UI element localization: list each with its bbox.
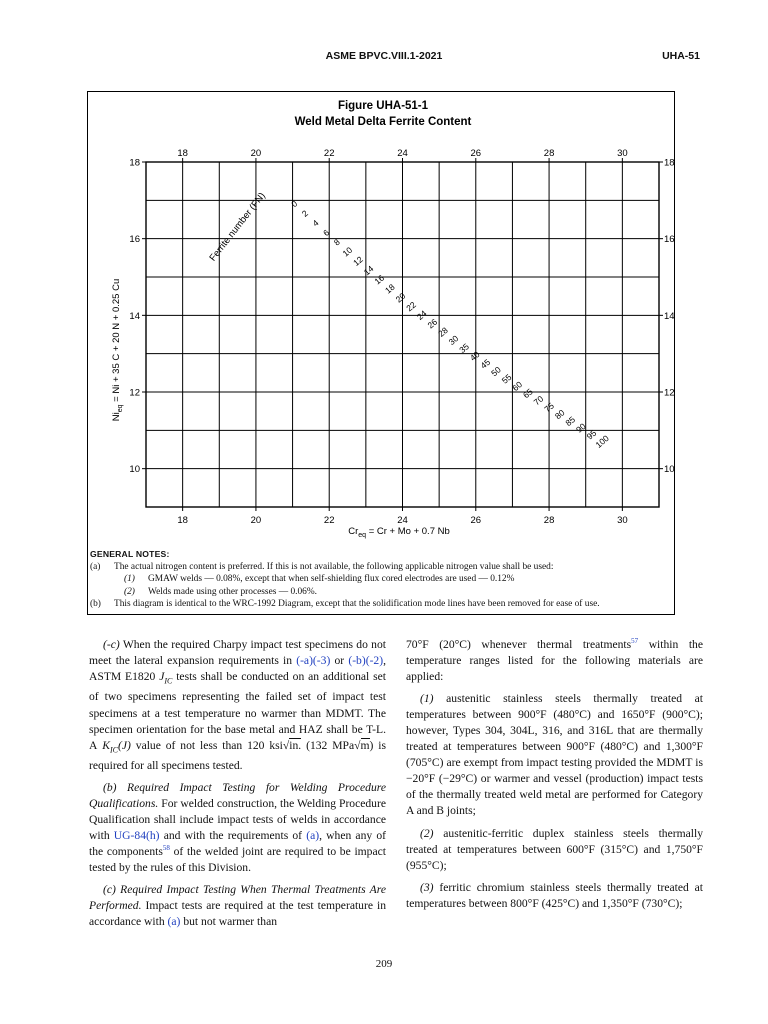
iso-label: 50 bbox=[489, 364, 503, 379]
link-a3[interactable]: (-a)(-3) bbox=[296, 654, 331, 668]
figure-box bbox=[87, 91, 675, 615]
y-tick-label-right: 12 bbox=[664, 387, 675, 399]
x-axis-label: $Cr_{eq} = Cr + Mo + 0.7$ Nb bbox=[348, 526, 450, 539]
footnote-58[interactable]: 58 bbox=[162, 844, 170, 853]
iso-label: 24 bbox=[414, 308, 429, 322]
x-tick-label-bottom: 22 bbox=[323, 515, 335, 526]
iso-label: 12 bbox=[351, 254, 365, 268]
iso-label: 70 bbox=[531, 393, 546, 408]
figure-title: Weld Metal Delta Ferrite Content bbox=[294, 116, 472, 128]
item-1: (1) austenitic stainless steels thermally treated at temperatures between 900°F (480°C) and 1650°F (900°C); however, Types 304, 304L, 316, and 316L that are thermally treated at temperatures between 900°F (480°C) and 1,300°F (705°C) are exempt from impact testing provided the MDMT is −20°F (−29°C) or warmer and vessel (production) impact tests of the thermally treated weld metal are performed for Category A and B joints; bbox=[406, 692, 703, 818]
iso-label: 28 bbox=[436, 325, 450, 339]
y-tick-label-left: 16 bbox=[129, 234, 140, 246]
iso-label: 18 bbox=[382, 281, 397, 296]
link-ug84h[interactable]: UG-84(h) bbox=[113, 829, 160, 843]
iso-label: 45 bbox=[478, 356, 493, 371]
x-tick-label-top: 26 bbox=[470, 148, 482, 159]
iso-label: 35 bbox=[457, 341, 471, 356]
iso-label: 20 bbox=[393, 290, 408, 305]
iso-label: 10 bbox=[340, 244, 355, 259]
x-tick-label-top: 22 bbox=[323, 148, 335, 159]
note-b: (b) This diagram is identical to the WRC-1992 Diagram, except that the solidification mode lines have been removed for ease of use. bbox=[90, 599, 600, 610]
iso-label: 22 bbox=[404, 299, 418, 314]
x-tick-label-bottom: 26 bbox=[470, 515, 482, 526]
iso-label: 16 bbox=[372, 272, 387, 287]
page-number: 209 bbox=[375, 958, 393, 970]
figure-number: Figure UHA-51-1 bbox=[337, 100, 429, 112]
iso-label: 30 bbox=[446, 333, 461, 347]
x-tick-label-bottom: 18 bbox=[177, 515, 188, 526]
section-id: UHA-51 bbox=[662, 50, 700, 62]
x-tick-label-bottom: 30 bbox=[617, 515, 628, 526]
y-tick-label-left: 18 bbox=[129, 157, 140, 169]
y-tick-label-left: 12 bbox=[129, 387, 140, 399]
iso-label: 6 bbox=[321, 227, 332, 239]
y-tick-label-right: 10 bbox=[664, 464, 675, 476]
iso-label: 8 bbox=[331, 236, 342, 248]
y-tick-label-left: 14 bbox=[129, 310, 140, 322]
y-tick-label-right: 16 bbox=[664, 234, 675, 246]
x-tick-label-top: 30 bbox=[617, 148, 628, 159]
iso-label: 60 bbox=[510, 379, 525, 393]
running-header: ASME BPVC.VIII.1-2021 bbox=[325, 50, 443, 62]
x-tick-label-top: 20 bbox=[250, 148, 262, 159]
iso-label: 65 bbox=[520, 386, 535, 401]
link-b2[interactable]: (-b)(-2) bbox=[348, 654, 384, 668]
paragraph-continued: 70°F (20°C) whenever thermal treatments$^{57}$ within the temperature ranges listed for the following materials are applied: bbox=[406, 637, 703, 684]
iso-ferrite-labels bbox=[289, 198, 611, 450]
y-tick-label-left: 10 bbox=[129, 464, 140, 476]
iso-label: 26 bbox=[425, 316, 440, 331]
right-column bbox=[406, 637, 703, 918]
iso-label: 4 bbox=[310, 217, 321, 229]
x-tick-label-top: 18 bbox=[177, 148, 188, 159]
chart-grid bbox=[146, 162, 659, 507]
note-a1: (1) GMAW welds — 0.08%, except that when self-shielding flux cored electrodes are used — 0.12% bbox=[124, 574, 515, 585]
notes-heading: GENERAL NOTES: bbox=[90, 549, 170, 559]
iso-label: 40 bbox=[467, 349, 482, 363]
item-2: (2) austenitic-ferritic duplex stainless steels thermally treated at temperatures between 600°F (315°C) and 1,750°F (955°C); bbox=[406, 826, 703, 872]
y-axis-label: $Ni_{eq} = Ni + 35$ C + 20 N + 0.25 Cu bbox=[111, 278, 124, 422]
iso-label: 2 bbox=[299, 208, 310, 219]
footnote-57[interactable]: 57 bbox=[631, 637, 639, 645]
paragraph-c: (-c) When the required Charpy impact test specimens do not meet the lateral expansion requirements in (-a)(-3) or (-b)(-2), ASTM E1820 $J_{IC}$ tests shall be conducted on an additional set of two specimens representing the failed set of impact test specimens at a test temperature no warmer than MDMT. The specimen orientation for the base metal and HAZ shall be T-L. A $K_{IC}(J)$ value of not less than 120 ksi√in. (132 MPa√m) is required for all specimens tested. bbox=[89, 638, 387, 772]
x-tick-label-top: 24 bbox=[397, 148, 408, 159]
note-a2: (2) Welds made using other processes — 0.06%. bbox=[124, 586, 318, 597]
item-3: (3) ferritic chromium stainless steels thermally treated at temperatures between 800°F (425°C) and 1,350°F (730°C); bbox=[406, 880, 703, 910]
x-tick-label-top: 28 bbox=[543, 148, 555, 159]
iso-label: 80 bbox=[552, 407, 567, 422]
y-tick-label-right: 18 bbox=[664, 157, 675, 169]
y-tick-label-right: 14 bbox=[664, 310, 675, 322]
fn-series-label: Ferrite number (FN) bbox=[207, 190, 268, 264]
general-notes bbox=[90, 548, 680, 611]
iso-label: 85 bbox=[563, 414, 578, 429]
iso-label: 90 bbox=[574, 421, 588, 435]
ferrite-diagram bbox=[88, 92, 673, 614]
note-a: (a) The actual nitrogen content is preferred. If this is not available, the following applicable nitrogen value shall be used: bbox=[90, 561, 554, 572]
iso-label: 0 bbox=[289, 198, 300, 210]
iso-label: 14 bbox=[361, 263, 376, 278]
x-tick-label-bottom: 20 bbox=[250, 515, 262, 526]
iso-label: 55 bbox=[499, 371, 514, 386]
paragraph-c-thermal: (c) Required Impact Testing When Thermal Treatments Are Performed. Impact tests are required at the test temperature in accordance with (a) but not warmer than bbox=[89, 883, 386, 929]
x-tick-label-bottom: 28 bbox=[543, 515, 555, 526]
iso-label: 75 bbox=[542, 400, 556, 415]
link-a[interactable]: (a) bbox=[306, 829, 320, 843]
iso-label: 100 bbox=[593, 433, 611, 450]
iso-label: 95 bbox=[584, 427, 599, 442]
link-a-2[interactable]: (a) bbox=[167, 915, 181, 929]
paragraph-b-welding: (b) Required Impact Testing for Welding Procedure Qualifications. For welded construction, the Welding Procedure Qualification shall include impact tests of welds in accordance with UG-84(h) and with the requirements of (a), when any of the components$^{58}$ of the welded joint are required to be impact tested by the rules of this Division. bbox=[89, 781, 386, 875]
x-tick-label-bottom: 24 bbox=[397, 515, 408, 526]
left-column bbox=[89, 637, 386, 936]
